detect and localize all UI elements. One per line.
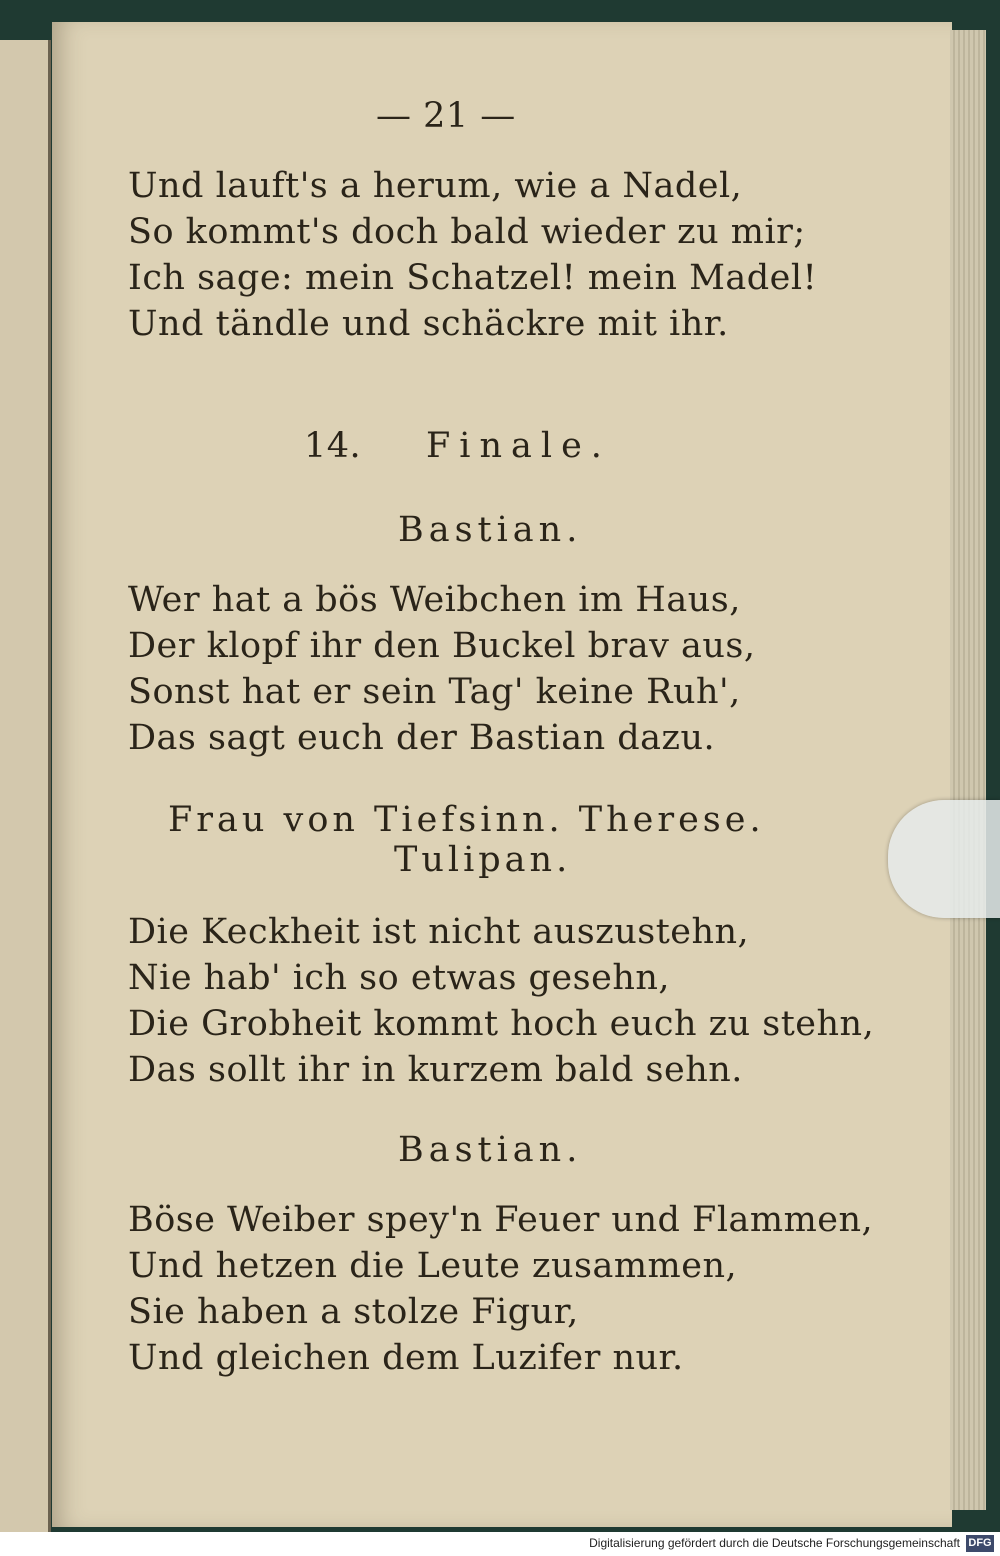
verse-line: Sie haben a stolze Figur, xyxy=(128,1292,579,1332)
section-title: Finale. xyxy=(426,426,611,466)
dfg-logo: DFG xyxy=(966,1535,994,1552)
verse-line: Ich sage: mein Schatzel! mein Madel! xyxy=(128,258,818,298)
verse-line: Böse Weiber spey'n Feuer und Flammen, xyxy=(128,1200,874,1240)
verse-line: Die Keckheit ist nicht auszustehn, xyxy=(128,912,750,952)
verse-line: Sonst hat er sein Tag' keine Ruh', xyxy=(128,672,741,712)
verse-line: Und tändle und schäckre mit ihr. xyxy=(128,304,729,344)
verse-line: Wer hat a bös Weibchen im Haus, xyxy=(128,580,741,620)
left-page-edge xyxy=(0,40,51,1540)
speaker-name: Bastian. xyxy=(398,1130,583,1170)
speaker-name: Bastian. xyxy=(398,510,583,550)
verse-line: Nie hab' ich so etwas gesehn, xyxy=(128,958,671,998)
section-number: 14. xyxy=(304,426,362,466)
verse-line: Und hetzen die Leute zusammen, xyxy=(128,1246,738,1286)
speaker-name: Tulipan. xyxy=(394,840,572,880)
funding-note: Digitalisierung gefördert durch die Deutsche Forschungsgemeinschaft xyxy=(589,1536,960,1550)
verse-line: Das sagt euch der Bastian dazu. xyxy=(128,718,716,758)
speaker-names: Frau von Tiefsinn. Therese. xyxy=(168,800,765,840)
verse-line: Das sollt ihr in kurzem bald sehn. xyxy=(128,1050,743,1090)
verse-line: Die Grobheit kommt hoch euch zu stehn, xyxy=(128,1004,875,1044)
footer-bar xyxy=(0,1532,1000,1556)
verse-line: So kommt's doch bald wieder zu mir; xyxy=(128,212,806,252)
verse-line: Und gleichen dem Luzifer nur. xyxy=(128,1338,684,1378)
verse-line: Und lauft's a herum, wie a Nadel, xyxy=(128,166,743,206)
page-clip-tab xyxy=(888,800,1000,918)
verse-line: Der klopf ihr den Buckel brav aus, xyxy=(128,626,756,666)
page-number: — 21 — xyxy=(376,96,516,136)
page-stack-edge xyxy=(950,30,986,1510)
